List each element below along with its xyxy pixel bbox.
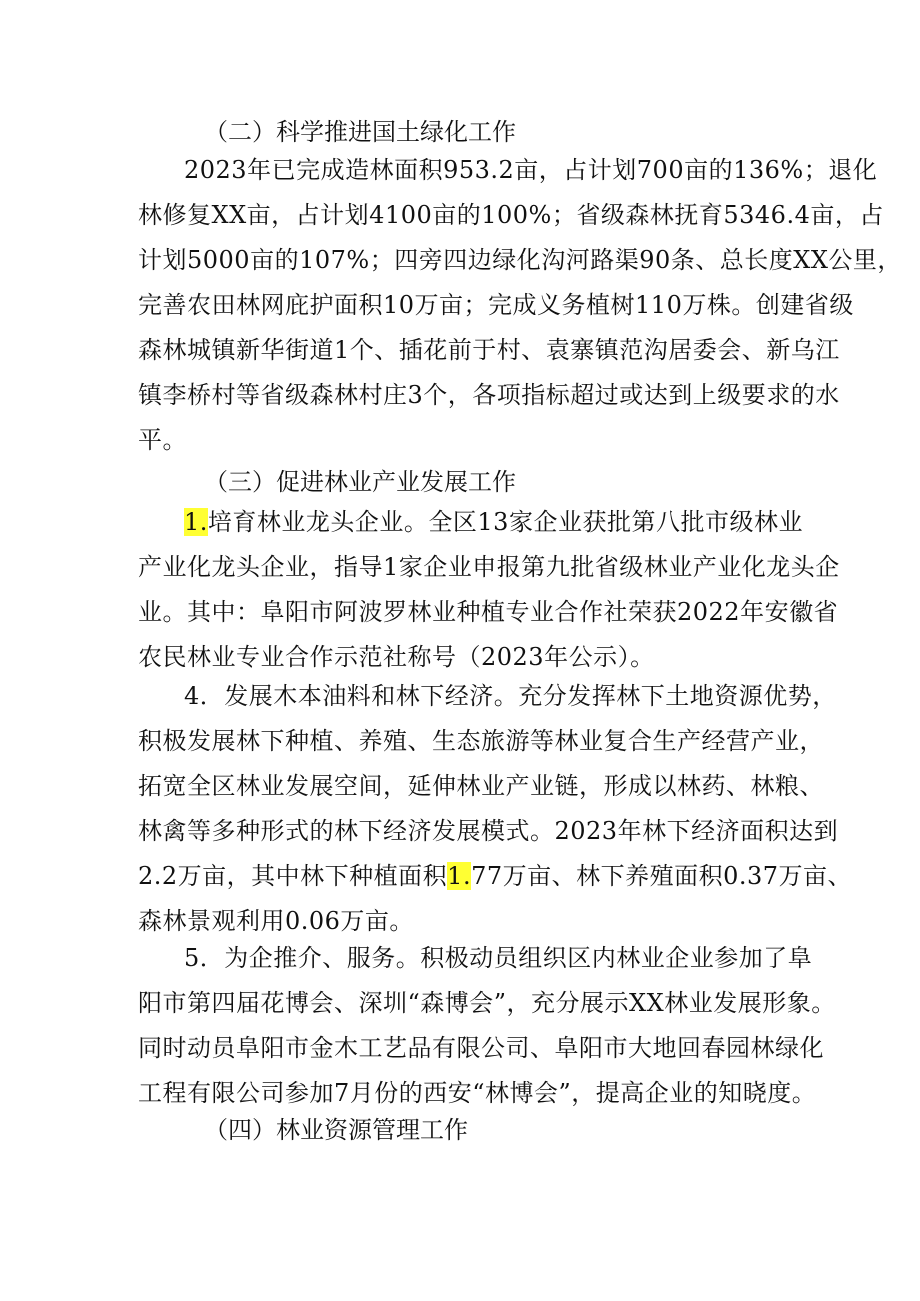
highlighted-number: 1. — [184, 508, 208, 536]
paragraph-line: 森林城镇新华街道1个、插花前于村、袁寨镇范沟居委会、新乌江 — [138, 336, 840, 364]
paragraph-line-text: 2.2万亩，其中林下种植面积 — [138, 862, 448, 890]
paragraph-line: 积极发展林下种植、养殖、生态旅游等林业复合生产经营产业， — [138, 727, 824, 755]
paragraph-line: 平。 — [138, 426, 187, 454]
paragraph-enterprise-services — [138, 936, 836, 1116]
paragraph-line: 同时动员阜阳市金木工艺品有限公司、阜阳市大地回春园林绿化 — [138, 1034, 824, 1062]
paragraph-line: 业。其中：阜阳市阿波罗林业种植专业合作社荣获2022年安徽省 — [138, 598, 839, 626]
paragraph-line — [138, 854, 853, 899]
paragraph-line-text: 培育林业龙头企业。全区13家企业获批第八批市级林业 — [207, 508, 803, 536]
paragraph-line: 2023年已完成造林面积953.2亩，占计划700亩的136%；退化 — [184, 156, 878, 184]
section-heading-4: （四）林业资源管理工作 — [204, 1116, 468, 1144]
paragraph-line: 产业化龙头企业，指导1家企业申报第九批省级林业产业化龙头企 — [138, 553, 840, 581]
paragraph-line: 林禽等多种形式的林下经济发展模式。2023年林下经济面积达到 — [138, 817, 839, 845]
paragraph-line: 农民林业专业合作示范社称号（2023年公示）。 — [138, 643, 655, 671]
paragraph-leading-enterprises — [138, 500, 840, 680]
paragraph-line — [138, 500, 803, 545]
paragraph-line: 计划5000亩的107%；四旁四边绿化沟河路渠90条、总长度XX公里， — [138, 246, 902, 274]
section-heading-2: （二）科学推进国土绿化工作 — [204, 118, 516, 146]
paragraph-line: 4．发展木本油料和林下经济。充分发挥林下土地资源优势， — [184, 682, 837, 710]
paragraph-line: 阳市第四届花博会、深圳“森博会”，充分展示XX林业发展形象。 — [138, 989, 836, 1017]
paragraph-line: 拓宽全区林业发展空间，延伸林业产业链，形成以林药、林粮、 — [138, 772, 824, 800]
paragraph-line: 森林景观利用0.06万亩。 — [138, 907, 414, 935]
paragraph-line-text: 77万亩、林下养殖面积0.37万亩、 — [471, 862, 853, 890]
paragraph-line: 镇李桥村等省级森林村庄3个，各项指标超过或达到上级要求的水 — [138, 381, 840, 409]
paragraph-afforestation — [138, 148, 902, 463]
paragraph-understory-economy — [138, 674, 853, 944]
highlighted-number: 1. — [447, 862, 472, 890]
paragraph-line: 林修复XX亩，占计划4100亩的100%；省级森林抚育5346.4亩，占 — [138, 201, 884, 229]
paragraph-line: 完善农田林网庇护面积10万亩；完成义务植树110万株。创建省级 — [138, 291, 854, 319]
section-heading-3: （三）促进林业产业发展工作 — [204, 468, 516, 496]
paragraph-line: 5．为企推介、服务。积极动员组织区内林业企业参加了阜 — [184, 944, 813, 972]
paragraph-line: 工程有限公司参加7月份的西安“林博会”，提高企业的知晓度。 — [138, 1079, 817, 1107]
